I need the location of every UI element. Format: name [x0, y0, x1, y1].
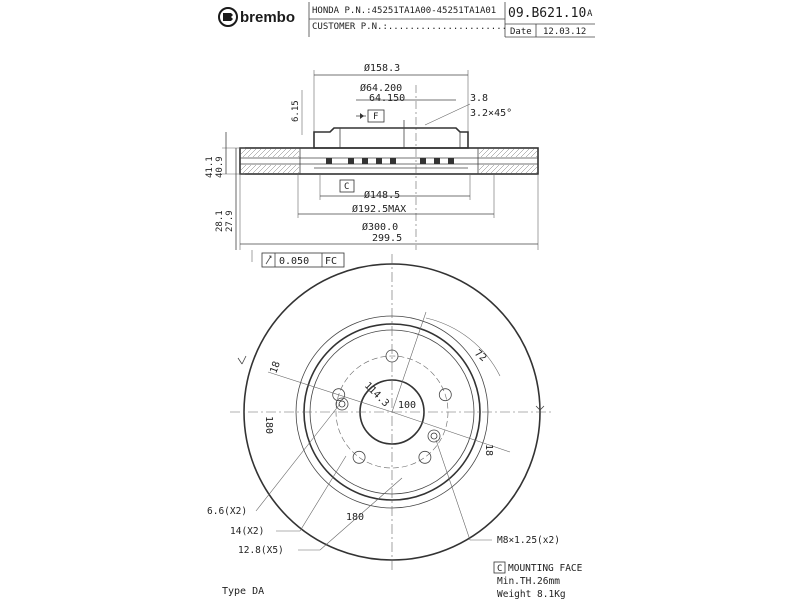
dim-hat-diameter: Ø158.3 — [364, 63, 401, 74]
hatch-line — [273, 165, 281, 173]
hatch-line — [511, 149, 519, 157]
bore-label: 100 — [398, 400, 417, 411]
rotor-section — [240, 148, 538, 174]
hatch-line — [258, 149, 266, 157]
hatch-line — [253, 165, 261, 173]
hatch-line — [481, 149, 489, 157]
dim-bore-max: Ø64.200 — [360, 83, 403, 94]
mounting-face: MOUNTING FACE — [508, 563, 583, 574]
hatch-line — [506, 149, 514, 157]
hatch-line — [243, 165, 251, 173]
angle-72: 72 — [472, 347, 489, 365]
runout-reference: FC — [325, 256, 338, 267]
datum-c: C — [344, 182, 350, 192]
hatch-line — [486, 165, 494, 173]
dim-vent-diameter: Ø192.5MAX — [352, 204, 407, 215]
hatch-line — [481, 165, 489, 173]
dim-hat-offset: 6.15 — [291, 100, 301, 122]
hatch-line — [248, 165, 256, 173]
hatch-line — [516, 165, 524, 173]
hatch-line — [268, 149, 276, 157]
thread-note: M8×1.25(x2) — [497, 535, 560, 546]
hatch-line — [298, 156, 299, 157]
runout-tolerance-frame — [252, 250, 344, 267]
hatch-line — [496, 165, 504, 173]
dim-outer-diameter-1: Ø300.0 — [362, 222, 399, 233]
hatch-line — [536, 156, 537, 157]
dim-thickness-2: 27.9 — [225, 210, 235, 232]
dim-thickness-1: 28.1 — [215, 210, 225, 232]
hatch-line — [243, 149, 251, 157]
angle-180-left: 180 — [263, 416, 274, 435]
hatch-line — [486, 149, 494, 157]
hatch-line — [273, 149, 281, 157]
customer-part-number: CUSTOMER P.N.:...................... — [312, 22, 508, 32]
hatch-line — [531, 151, 537, 157]
hatch-line — [258, 165, 266, 173]
hatch-line — [283, 165, 291, 173]
dim-height-2: 40.9 — [215, 156, 225, 178]
section-view — [205, 62, 538, 267]
hatch-line — [288, 165, 296, 173]
hatch-line — [531, 167, 537, 173]
date-label: Date — [510, 27, 532, 37]
hatch-line — [288, 149, 296, 157]
date-value: 12.03.12 — [543, 27, 587, 37]
locating-pin-right — [428, 430, 440, 442]
hatch-line — [521, 149, 529, 157]
hole-note-2: 14(X2) — [230, 526, 265, 537]
brand-name: brembo — [240, 9, 296, 26]
hatch-line — [268, 165, 276, 173]
hatch-line — [516, 149, 524, 157]
hatch-line — [479, 165, 484, 170]
hatch-line — [526, 165, 534, 173]
revision-mark: A — [587, 9, 593, 19]
pcd-label: 114.3 — [361, 380, 391, 410]
hatch-line — [521, 165, 529, 173]
plan-view — [230, 254, 554, 570]
hatch-line — [241, 165, 246, 170]
section-hatching — [241, 149, 537, 173]
weight: Weight 8.1Kg — [497, 589, 566, 600]
hatch-line — [263, 149, 271, 157]
dim-chamfer-2: 3.2×45° — [470, 108, 513, 119]
angle-18-right: 18 — [483, 444, 494, 457]
hatch-line — [496, 149, 504, 157]
part-code: 09.B621.10 — [508, 6, 587, 21]
stud-hole — [419, 451, 431, 463]
mounting-tag-label: C — [497, 564, 503, 574]
hatch-line — [283, 149, 291, 157]
rotation-arrow-left-icon — [238, 356, 246, 364]
hatch-line — [491, 165, 499, 173]
angle-180-bottom: 180 — [346, 512, 365, 523]
hatch-line — [263, 165, 271, 173]
dim-outer-diameter-2: 299.5 — [372, 233, 403, 244]
hatch-line — [491, 149, 499, 157]
title-block — [219, 2, 595, 37]
hatch-line — [248, 149, 256, 157]
angle-18-left: 18 — [268, 359, 283, 376]
hatch-line — [293, 167, 299, 173]
hatch-line — [536, 172, 537, 173]
hole-note-3: 12.8(X5) — [238, 545, 284, 556]
dim-inner-diameter: Ø148.5 — [364, 190, 401, 201]
hatch-line — [501, 149, 509, 157]
oem-part-number: HONDA P.N.:45251TA1A00-45251TA1A01 — [312, 6, 497, 16]
hole-note-1: 6.6(X2) — [207, 506, 248, 517]
hatch-line — [253, 149, 261, 157]
hatch-line — [298, 172, 299, 173]
min-thickness: Min.TH.26mm — [497, 576, 560, 587]
rotation-arrow-right-icon — [536, 402, 544, 410]
runout-value: 0.050 — [279, 256, 310, 267]
hatch-line — [526, 149, 534, 157]
hatch-line — [479, 149, 484, 154]
dim-height-1: 41.1 — [205, 156, 215, 178]
hatch-line — [511, 165, 519, 173]
dim-chamfer-1: 3.8 — [470, 93, 489, 104]
type-label: Type DA — [222, 586, 265, 597]
datum-f: F — [373, 112, 379, 122]
hatch-line — [506, 165, 514, 173]
hatch-line — [501, 165, 509, 173]
hatch-line — [241, 149, 246, 154]
hatch-line — [278, 149, 286, 157]
dim-bore-min: 64.150 — [369, 93, 406, 104]
hat-section — [314, 120, 468, 148]
vent-slots — [326, 158, 454, 164]
hatch-line — [293, 151, 299, 157]
brembo-logo-icon — [219, 8, 237, 26]
hatch-line — [278, 165, 286, 173]
